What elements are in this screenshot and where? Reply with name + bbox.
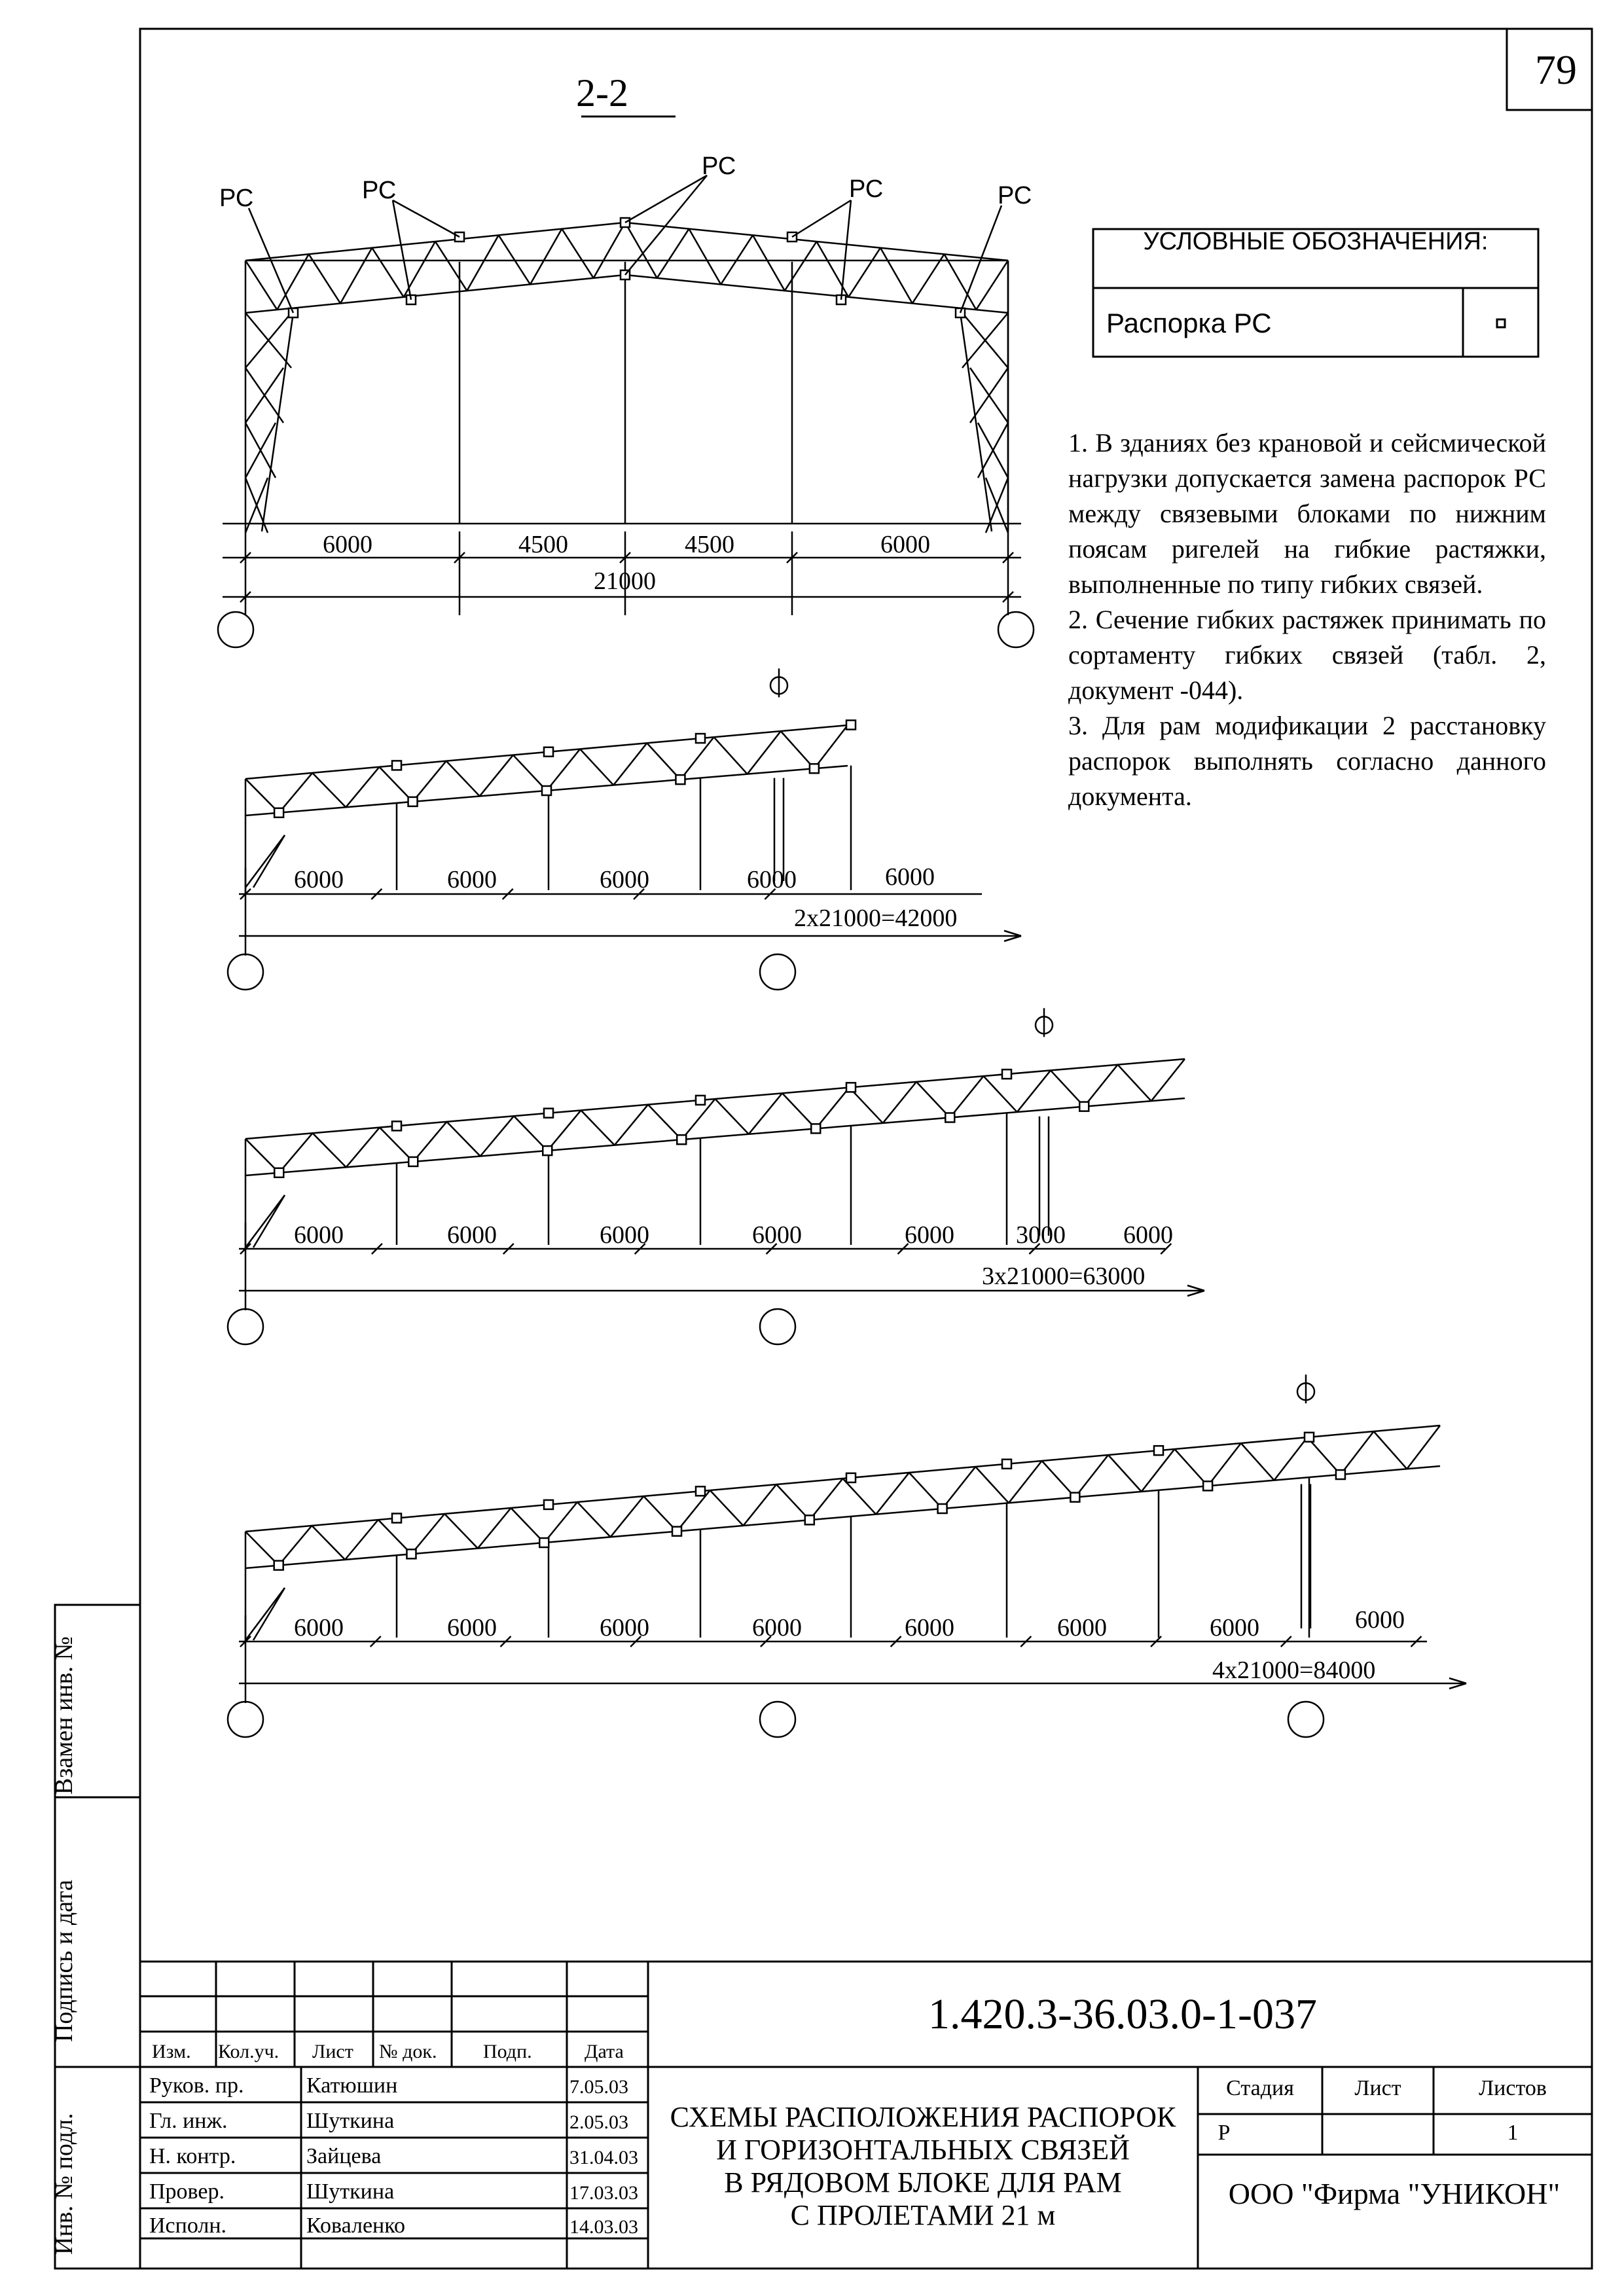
person-name: Шуткина [306,2109,395,2133]
frame4-total-dim: 4х21000=84000 [1212,1657,1376,1684]
legend-item-label: Распорка РС [1106,308,1272,338]
web-diagonal [340,248,372,304]
web-diagonal [580,749,613,785]
web-diagonal [943,1467,976,1509]
rs-strut-marker [696,734,705,743]
frame-scheme-3-spans [228,1008,1204,1344]
web-diagonal [689,229,721,285]
frame3-span-dim: 6000 [752,1221,802,1249]
frame2-span-dim: 6000 [447,866,497,893]
web-diagonal [883,1082,916,1123]
truss-member [262,313,293,531]
axis-bubble [760,1702,795,1737]
web-diagonal [435,242,467,291]
rs-strut-marker [846,1473,856,1482]
rs-label: РС [702,152,736,180]
rs-strut-marker [1070,1493,1079,1502]
frame4-span-dim: 6000 [1057,1614,1107,1641]
frame4-span-dim: 6000 [1355,1606,1405,1634]
leader-line [393,200,460,237]
web-diagonal [562,229,593,278]
header-change: Изм. [152,2041,191,2062]
rs-strut-marker [1079,1102,1089,1111]
legend-header: УСЛОВНЫЕ ОБОЗНАЧЕНИЯ: [1143,228,1489,255]
rs-strut-marker [696,1486,705,1496]
knee-brace [245,1195,285,1247]
web-diagonal [413,761,446,802]
section-span-dim: 4500 [685,531,734,558]
section-total-dim: 21000 [594,567,656,595]
document-number: 1.420.3-36.03.0-1-037 [928,1990,1317,2038]
rs-strut-marker [810,764,819,773]
rs-strut-marker [672,1527,681,1536]
rs-strut-marker [805,1515,814,1524]
web-diagonal [346,767,379,808]
drawing-title-line: СХЕМЫ РАСПОЛОЖЕНИЯ РАСПОРОК [670,2101,1176,2133]
web-diagonal [277,254,308,310]
axis-bubble [218,612,253,647]
web-diagonal [615,1105,648,1145]
rs-strut-marker [543,1146,552,1155]
stage-label: Стадия [1226,2076,1294,2100]
web-diagonal [1341,1431,1374,1475]
sheets-value: 1 [1507,2121,1519,2145]
sign-date: 31.04.03 [569,2147,638,2168]
web-diagonal [876,1473,909,1515]
frame4-span-dim: 6000 [1210,1614,1259,1641]
frame3-span-dim: 3000 [1016,1221,1066,1249]
web-diagonal [577,1502,611,1537]
web-diagonal [753,235,785,291]
axis-bubble [760,954,795,990]
side-stamp-replacement: Взамен инв. № [50,1636,78,1795]
frame3-span-dim: 6000 [905,1221,954,1249]
frame3-span-dim: 6000 [600,1221,649,1249]
web-diagonal [743,1484,776,1526]
rs-strut-marker [945,1113,954,1122]
rs-strut-marker [392,761,401,770]
rs-strut-marker [811,1124,820,1133]
rs-label: РС [219,185,254,212]
web-diagonal [1274,1437,1308,1480]
web-diagonal [1084,1065,1117,1107]
person-name: Шуткина [306,2179,395,2204]
axis-bubble [228,954,263,990]
truss-member [960,313,992,531]
web-diagonal [749,1093,782,1134]
header-date: Дата [585,2041,624,2062]
rs-strut-marker [408,1157,418,1166]
axis-bubble [998,612,1034,647]
note-item: 1. В зданиях без крановой и сейсмической нагрузки допускается замена распорок РС между связевыми блоками по нижним поясам ригелей на гибкие растяжки, выполненные по типу гибких связей. [1068,428,1546,599]
side-stamp-signature: Подпись и дата [50,1879,78,2042]
leader-line [625,175,707,223]
rs-strut-marker [1154,1446,1163,1455]
section-title: 2-2 [576,71,628,115]
rs-strut-marker [1305,1433,1314,1442]
web-diagonal [478,1508,511,1549]
web-diagonal [1174,1449,1208,1486]
sign-date: 2.05.03 [569,2111,628,2133]
axis-bubble [228,1309,263,1344]
web-diagonal [1151,1059,1185,1101]
web-diagonal [814,725,848,768]
leader-line [792,200,851,237]
header-sheet: Лист [312,2041,353,2062]
web-diagonal [1051,1070,1084,1106]
web-diagonal [647,743,680,780]
frame4-span-dim: 6000 [447,1614,497,1641]
person-name: Катюшин [306,2073,398,2098]
person-name: Коваленко [306,2214,406,2238]
leader-line [841,200,851,300]
drawing-title-line: С ПРОЛЕТАМИ 21 м [790,2199,1056,2231]
web-diagonal [1042,1461,1075,1498]
rs-strut-marker [1002,1460,1011,1469]
web-diagonal [1075,1455,1108,1498]
web-diagonal [346,1128,380,1168]
knee-brace [245,1588,285,1640]
sheets-label: Листов [1479,2076,1547,2100]
web-diagonal [309,254,340,303]
web-diagonal [880,248,912,304]
web-diagonal [313,1133,346,1167]
web-diagonal [976,260,1008,310]
frame4-span-dim: 6000 [752,1614,802,1641]
web-diagonal [345,1520,378,1560]
web-diagonal [1407,1426,1440,1469]
web-diagonal [816,1088,849,1129]
knee-brace [253,1195,285,1247]
web-diagonal [411,1514,444,1554]
web-diagonal [748,731,781,774]
web-diagonal [372,248,403,297]
role-label: Руков. пр. [149,2073,244,2098]
rs-label: РС [362,177,397,204]
web-diagonal [480,755,513,797]
rs-strut-marker [539,1538,549,1547]
web-diagonal [279,1526,312,1566]
web-diagonal [1118,1065,1151,1102]
bottom-chord [625,275,1008,313]
frame3-span-dim: 6000 [294,1221,344,1249]
rs-strut-marker [408,797,418,806]
axis-bubble [760,1309,795,1344]
rs-strut-marker [676,775,685,784]
rs-strut-marker [406,1549,416,1558]
web-diagonal [1108,1455,1142,1492]
stage-value: Р [1218,2121,1231,2145]
side-stamp-inventory: Инв. № подл. [50,2113,78,2255]
rs-strut-marker [846,721,856,730]
web-diagonal [843,1479,876,1515]
frame3-span-dim: 6000 [447,1221,497,1249]
rs-strut-marker [696,1096,705,1105]
sign-date: 17.03.03 [569,2182,638,2204]
web-diagonal [581,1110,615,1145]
rs-strut-marker [392,1121,401,1130]
rs-strut-marker [846,1083,856,1092]
web-diagonal [467,235,498,291]
rs-strut-marker [392,1513,401,1522]
web-diagonal [848,248,880,297]
bottom-chord [245,275,625,313]
role-label: Исполн. [149,2214,227,2238]
rs-strut-marker [544,1109,553,1118]
frame3-total-dim: 3х21000=63000 [982,1263,1146,1290]
section-span-dim: 6000 [323,531,372,558]
web-diagonal [785,242,817,291]
axis-bubble [1288,1702,1324,1737]
web-diagonal [714,737,748,774]
web-diagonal [1208,1443,1241,1486]
knee-brace [253,835,285,888]
web-diagonal [447,1122,480,1157]
header-doc-no: № док. [379,2041,437,2062]
web-diagonal [657,229,689,278]
sign-date: 7.05.03 [569,2076,628,2098]
frame2-span-dim: 6000 [600,866,649,893]
drawing-title [648,2101,1198,2232]
section-span-dim: 6000 [880,531,930,558]
web-diagonal [1017,1070,1051,1112]
rs-strut-marker [1002,1069,1011,1079]
page-number: 79 [1535,46,1577,93]
notes-block [1068,425,1546,814]
sheet-label: Лист [1354,2076,1401,2100]
frame4-span-dim: 6000 [600,1614,649,1641]
frame2-total-dim: 2х21000=42000 [794,905,958,932]
web-diagonal [710,1490,744,1526]
web-diagonal [312,1526,345,1560]
note-item: 3. Для рам модификации 2 расстановку распорок выполнять согласно данного документа. [1068,711,1546,811]
rs-strut-marker [542,786,551,795]
rs-strut-marker [938,1504,947,1513]
web-diagonal [1307,1437,1341,1475]
sign-date: 14.03.03 [569,2216,638,2238]
bottom-chord [245,1098,1185,1175]
bottom-chord [245,1466,1440,1568]
frame2-span-dim: 6000 [747,866,797,893]
web-diagonal [444,1514,478,1549]
web-diagonal [413,1122,446,1162]
rs-label: РС [998,182,1032,209]
header-signature: Подп. [483,2041,532,2062]
role-label: Н. контр. [149,2144,236,2168]
web-diagonal [781,731,814,768]
web-diagonal [975,1467,1009,1503]
knee-brace [253,1588,285,1640]
frame3-span-dim: 6000 [1123,1221,1173,1249]
web-diagonal [613,743,647,785]
web-diagonal [530,229,562,285]
rs-strut-marker [274,1168,283,1177]
note-item: 2. Сечение гибких растяжек принимать по сортаменту гибких связей (табл. 2, документ -044). [1068,605,1546,705]
web-diagonal [850,1088,883,1123]
web-diagonal [446,761,480,797]
frame4-span-dim: 6000 [294,1614,344,1641]
web-diagonal [245,260,277,310]
rs-strut-marker [1203,1481,1212,1490]
web-diagonal [611,1496,644,1537]
knee-brace [245,835,285,888]
rs-strut-marker [544,747,553,757]
section-span-dim: 4500 [518,531,568,558]
web-diagonal [984,1076,1017,1112]
organization-name: ООО "Фирма "УНИКОН" [1228,2177,1561,2210]
web-diagonal [1009,1461,1042,1503]
frame4-span-dim: 6000 [905,1614,954,1641]
web-diagonal [1374,1431,1407,1469]
web-diagonal [480,1116,514,1156]
header-count: Кол.уч. [218,2041,280,2062]
rs-strut-marker [274,808,283,817]
frame-scheme-2-spans [228,668,1021,990]
web-diagonal [810,1479,843,1520]
web-diagonal [1241,1443,1274,1480]
frame2-span-dim: 6000 [885,863,935,891]
rs-strut-marker [274,1561,283,1570]
rs-strut-marker [1336,1470,1345,1479]
web-diagonal [312,773,346,807]
web-diagonal [715,1099,749,1134]
web-diagonal [950,1076,983,1117]
web-diagonal [279,1133,312,1173]
person-name: Зайцева [306,2144,382,2168]
rs-strut-marker [677,1135,686,1144]
drawing-title-line: И ГОРИЗОНТАЛЬНЫХ СВЯЗЕЙ [716,2134,1130,2166]
web-diagonal [279,773,312,813]
drawing-title-line: В РЯДОВОМ БЛОКЕ ДЛЯ РАМ [724,2166,1122,2198]
rs-symbol-icon [1497,319,1505,327]
axis-bubble [228,1702,263,1737]
role-label: Гл. инж. [149,2109,228,2133]
rs-strut-marker [544,1500,553,1509]
web-diagonal [912,254,945,303]
frame2-span-dim: 6000 [294,866,344,893]
rs-label: РС [849,175,884,203]
role-label: Провер. [149,2179,225,2204]
